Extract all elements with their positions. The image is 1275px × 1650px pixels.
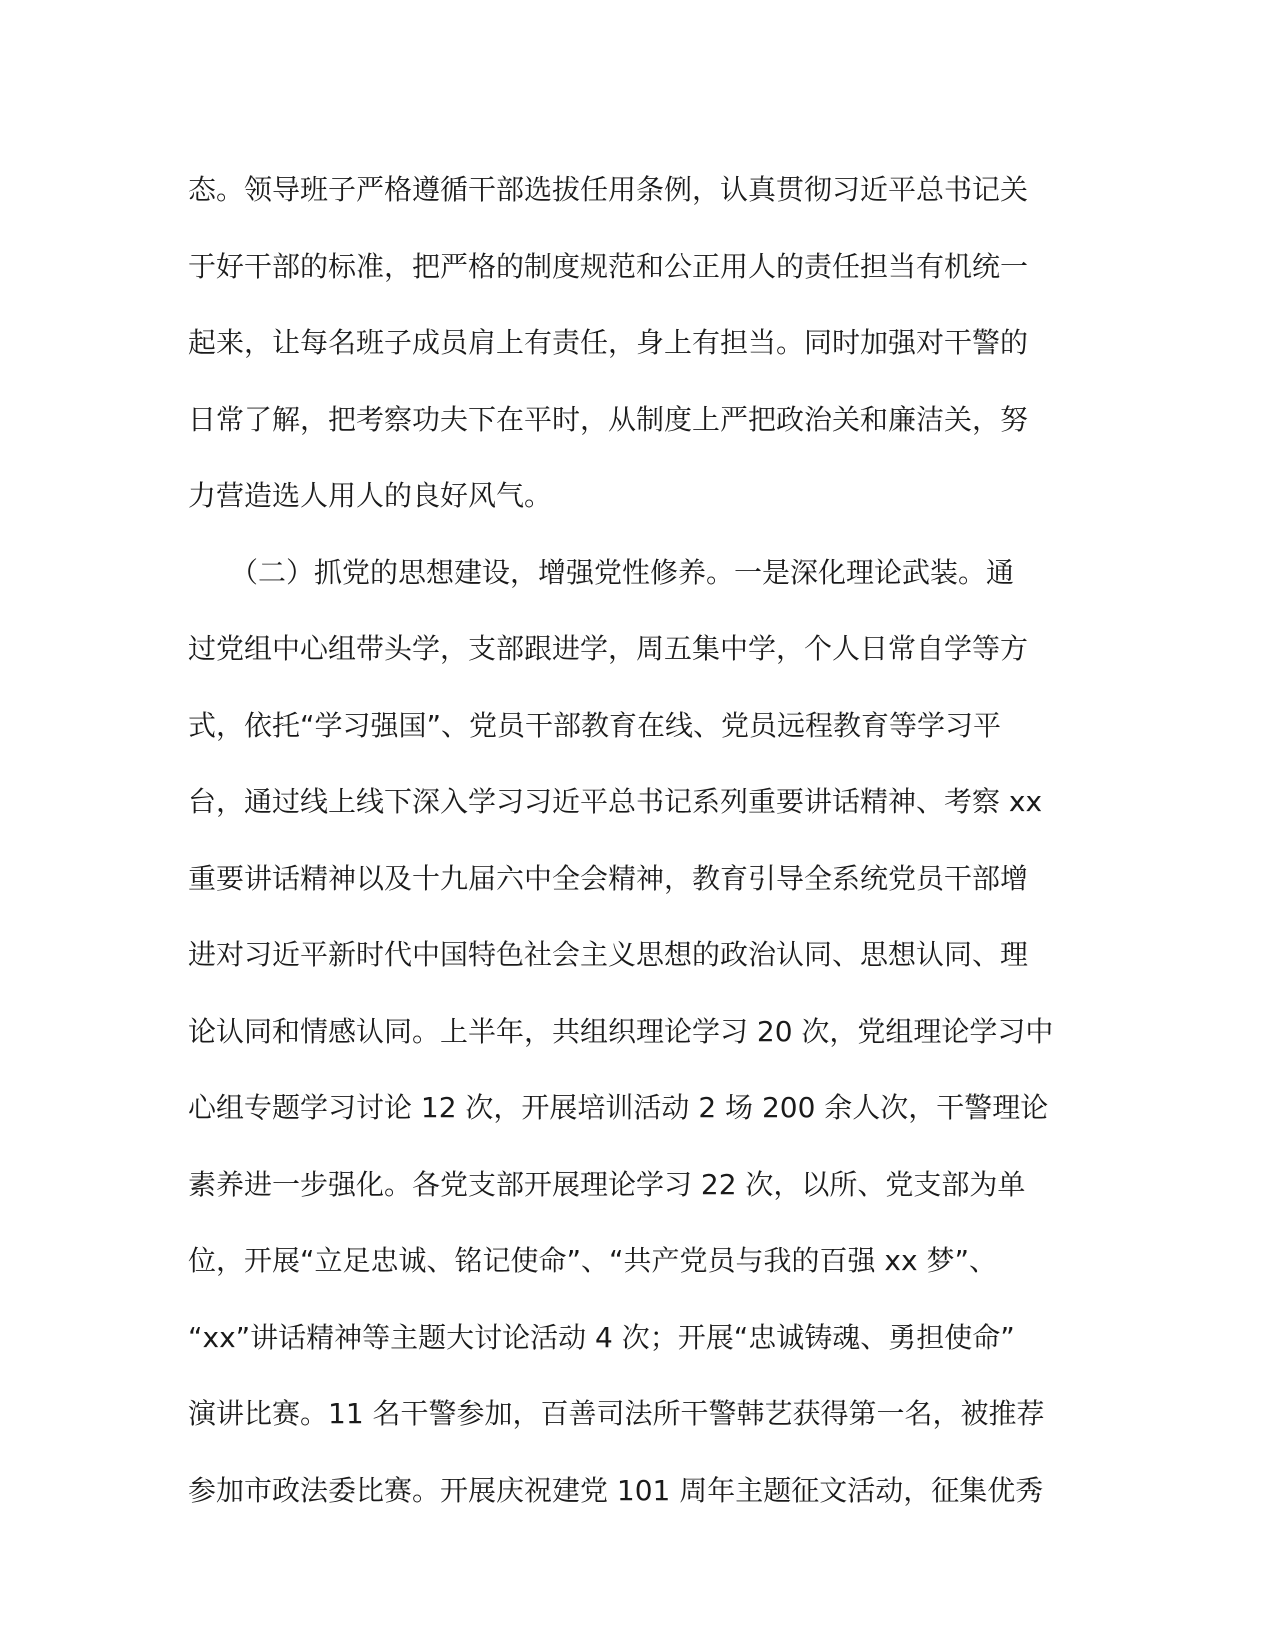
text-line: 参加市政法委比赛。开展庆祝建党 101 周年主题征文活动，征集优秀 [188,1473,1044,1507]
text-line: 位，开展“立足忠诚、铭记使命”、“共产党员与我的百强 xx 梦”、 [188,1244,997,1277]
section-heading-line: （二）抓党的思想建设，增强党性修养。一是深化理论武装。通 [188,555,1015,589]
text-line: 日常了解，把考察功夫下在平时，从制度上严把政治关和廉洁关，努 [188,402,1029,436]
text-line: 起来，让每名班子成员肩上有责任，身上有担当。同时加强对干警的 [188,326,1029,359]
text-line: 重要讲话精神以及十九届六中全会精神，教育引导全系统党员干部增 [188,861,1029,895]
text-line: 态。领导班子严格遵循干部选拔任用条例，认真贯彻习近平总书记关 [188,173,1029,206]
text-line: 过党组中心组带头学，支部跟进学，周五集中学，个人日常自学等方 [188,632,1029,665]
text-line: 演讲比赛。11 名干警参加，百善司法所干警韩艺获得第一名，被推荐 [188,1397,1045,1430]
text-line: 式，依托“学习强国”、党员干部教育在线、党员远程教育等学习平 [188,708,1002,742]
text-line: 于好干部的标准，把严格的制度规范和公正用人的责任担当有机统一 [188,249,1029,283]
text-line: “xx”讲话精神等主题大讨论活动 4 次；开展“忠诚铸魂、勇担使命” [188,1320,1015,1354]
body-text [188,152,1088,1529]
text-line: 心组专题学习讨论 12 次，开展培训活动 2 场 200 余人次，干警理论 [188,1091,1049,1124]
text-line: 力营造选人用人的良好风气。 [188,479,553,512]
text-line: 素养进一步强化。各党支部开展理论学习 22 次，以所、党支部为单 [188,1167,1026,1201]
text-line: 台，通过线上线下深入学习习近平总书记系列重要讲话精神、考察 xx [188,785,1043,818]
text-line: 进对习近平新时代中国特色社会主义思想的政治认同、思想认同、理 [188,938,1029,971]
text-line: 论认同和情感认同。上半年，共组织理论学习 20 次，党组理论学习中 [188,1014,1054,1048]
